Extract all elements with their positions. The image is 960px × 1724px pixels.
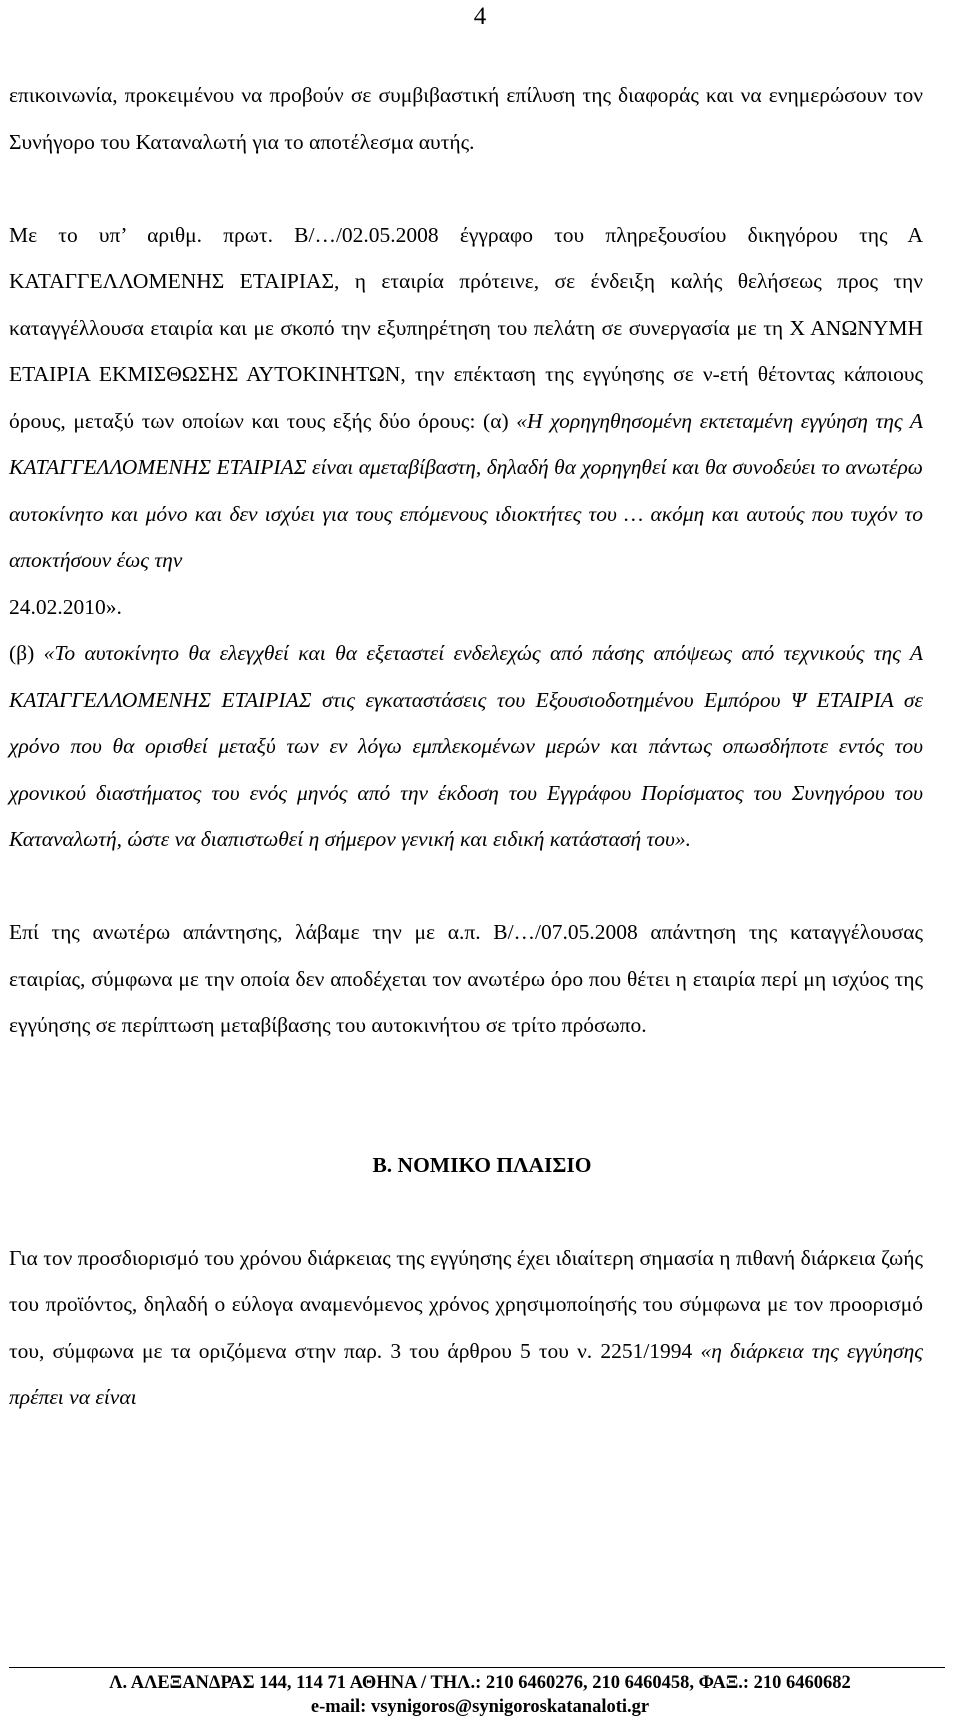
paragraph-intro-text: επικοινωνία, προκειμένου να προβούν σε συμβιβαστική επίλυση της διαφοράς και να ενημερώσουν τον Συνήγορο του Καταναλωτή για το αποτέλεσμα αυτής.	[9, 83, 923, 154]
document-body	[9, 72, 923, 1421]
response-text: Επί της ανωτέρω απάντησης, λάβαμε την με α.π. Β/…/07.05.2008 απάντηση της καταγγέλουσας εταιρίας, σύμφωνα με την οποία δεν αποδέχεται τον ανωτέρω όρο που θέτει η εταιρία περί μη ισχύος της εγγύησης σε περίπτωση μεταβίβασης του αυτοκινήτου σε τρίτο πρόσωπο.	[9, 920, 923, 1037]
footer	[0, 1671, 960, 1719]
section-heading-text: Β. ΝΟΜΙΚΟ ΠΛΑΙΣΙΟ	[372, 1152, 592, 1177]
term-b-label: (β)	[9, 641, 44, 665]
legal-text: Για τον προσδιορισμό του χρόνου διάρκειας της εγγύησης έχει ιδιαίτερη σημασία η πιθανή διάρκεια ζωής του προϊόντος, δηλαδή ο εύλογα αναμενόμενος χρόνος χρησιμοποίησής του σύμφωνα με τον προορισμό του, σύμφωνα με τα οριζόμενα στην παρ. 3 του άρθρου 5 του ν. 2251/1994	[9, 1245, 923, 1363]
section-heading-legal-framework	[9, 1142, 923, 1189]
proposal-text: Με το υπ’ αριθμ. πρωτ. Β/…/02.05.2008 έγγραφο του πληρεξουσίου δικηγόρου της Α ΚΑΤΑΓΓΕΛΛΟΜΕΝΗΣ ΕΤΑΙΡΙΑΣ, η εταιρία πρότεινε, σε ένδειξη καλής θελήσεως προς την καταγγέλλουσα εταιρία και με σκοπό την εξυπηρέτηση του πελάτη σε συνεργασία με τη Χ ΑΝΩΝΥΜΗ ΕΤΑΙΡΙΑ ΕΚΜΙΣΘΩΣΗΣ ΑΥΤΟΚΙΝΗΤΩΝ, την επέκταση της εγγύησης σε ν-ετή θέτοντας κάποιους όρους, μεταξύ των οποίων και τους εξής δύο όρους: (α)	[9, 222, 923, 433]
paragraph-legal	[9, 1235, 923, 1421]
proposal-term-a-date: 24.02.2010».	[9, 594, 122, 619]
paragraph-intro	[9, 72, 923, 165]
footer-divider	[9, 1667, 945, 1668]
footer-email: e-mail: vsynigoros@synigoroskatanaloti.gr	[310, 1697, 650, 1717]
paragraph-response	[9, 909, 923, 1049]
paragraph-proposal	[9, 212, 923, 631]
footer-address: Λ. ΑΛΕΞΑΝΔΡΑΣ 144, 114 71 ΑΘΗΝΑ / ΤΗΛ.: 210 6460276, 210 6460458, ΦΑΞ.: 210 6460682	[109, 1673, 851, 1693]
proposal-term-a-quote: «Η χορηγηθησομένη εκτεταμένη εγγύηση της Α ΚΑΤΑΓΓΕΛΛΟΜΕΝΗΣ ΕΤΑΙΡΙΑΣ είναι αμεταβίβαστη, δηλαδή θα χορηγηθεί και θα συνοδεύει το ανωτέρω αυτοκίνητο και μόνο και δεν ισχύει για τους επόμενους ιδιοκτήτες του … ακόμη και αυτούς που τυχόν το αποκτήσουν έως την	[9, 408, 924, 572]
legal-quote: «η διάρκεια της εγγύησης πρέπει να είναι	[9, 1338, 923, 1409]
term-b-quote: «Το αυτοκίνητο θα ελεγχθεί και θα εξεταστεί ενδελεχώς από πάσης απόψεως από τεχνικούς της Α ΚΑΤΑΓΓΕΛΛΟΜΕΝΗΣ ΕΤΑΙΡΙΑΣ στις εγκαταστάσεις του Εξουσιοδοτημένου Εμπόρου Ψ ΕΤΑΙΡΙΑ σε χρόνο που θα ορισθεί μεταξύ των εν λόγω εμπλεκομένων μερών και πάντως οπωσδήποτε εντός του χρονικού διαστήματος του ενός μηνός από την έκδοση του Εγγράφου Πορίσματος του Συνηγόρου του Καταναλωτή, ώστε να διαπιστωθεί η σήμερον γενική και ειδική κατάστασή του».	[9, 641, 924, 851]
page-number: 4	[473, 3, 487, 30]
paragraph-term-b	[9, 630, 923, 863]
